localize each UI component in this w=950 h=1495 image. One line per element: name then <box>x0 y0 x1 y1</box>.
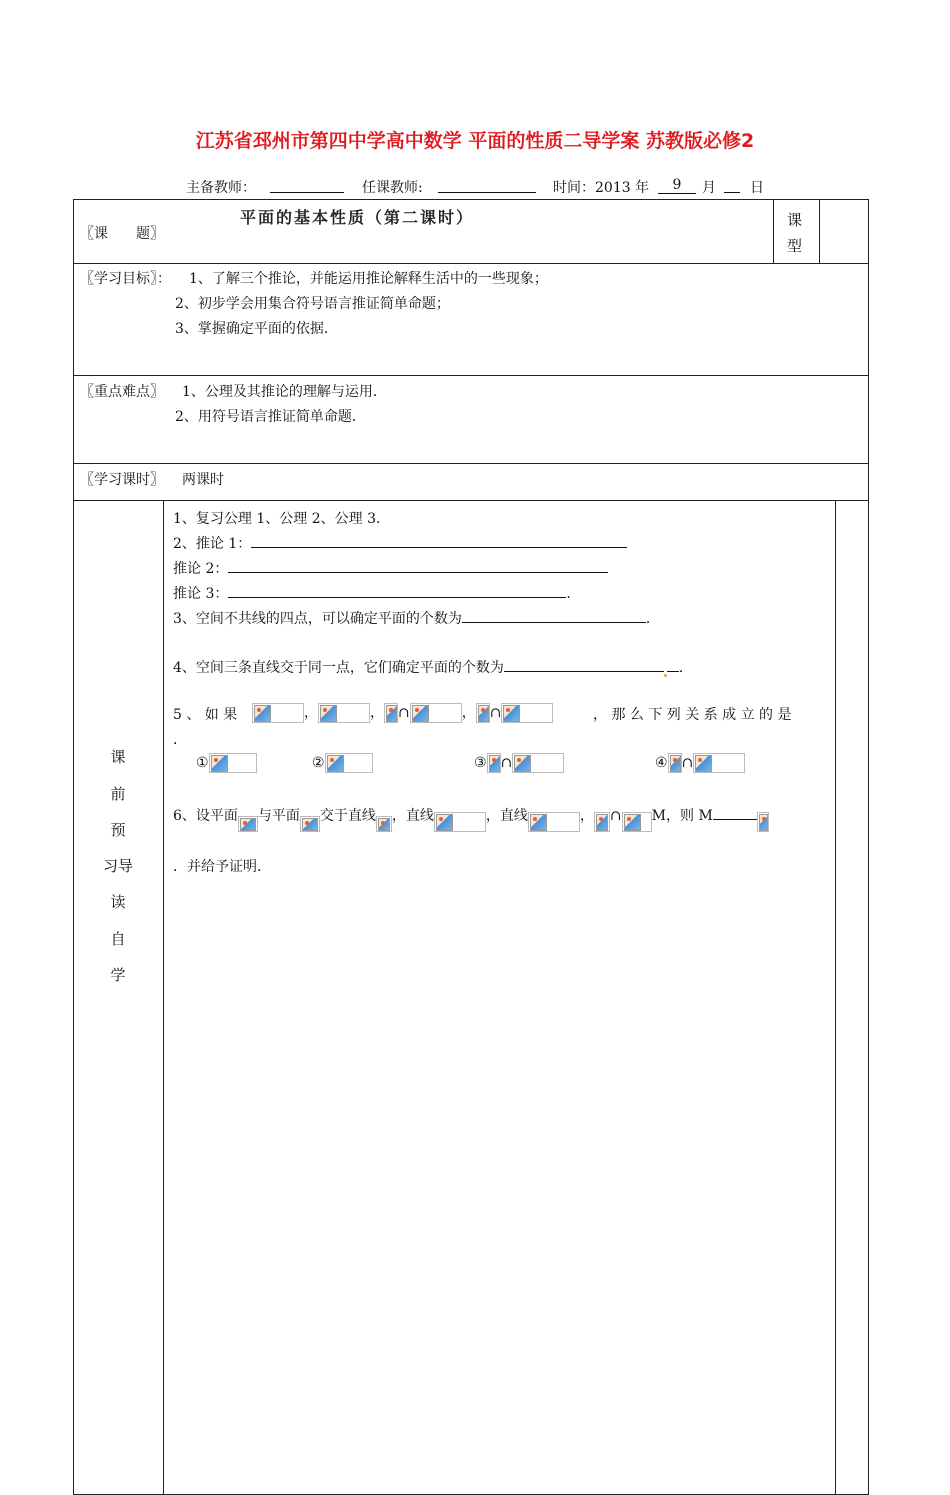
type-label-2: 型 <box>787 237 803 255</box>
question-4-blank[interactable] <box>504 657 664 672</box>
goal-item-1: 1、了解三个推论，并能运用推论解释生活中的一些现象； <box>189 271 548 287</box>
col-divider <box>819 199 820 263</box>
formula-image-icon <box>238 816 258 832</box>
question-6 <box>173 805 769 826</box>
lead-teacher-label: 主备教师： <box>186 180 256 196</box>
formula-image-icon <box>300 816 320 832</box>
corollary-3-label: 推论 3： <box>173 586 229 602</box>
document-title: 江苏省邳州市第四中学高中数学 平面的性质二导学案 苏教版必修2 <box>195 130 755 152</box>
key-point-1: 1、公理及其推论的理解与运用． <box>182 384 387 400</box>
question-5-dot: ． <box>173 732 187 748</box>
formula-image-icon <box>318 703 370 723</box>
formula-image-icon <box>325 753 373 773</box>
question-3-blank[interactable] <box>462 608 646 623</box>
question-2-corollary-3 <box>173 583 580 603</box>
type-label-1: 课 <box>787 211 803 229</box>
formula-image-icon <box>410 703 462 723</box>
comma: ， <box>304 705 318 721</box>
question-3-end: ． <box>645 611 660 627</box>
side-label-6: 自 <box>110 930 126 948</box>
formula-image-icon <box>501 703 553 723</box>
option-2-label[interactable]: ② <box>312 755 325 771</box>
corollary-3-end: ． <box>566 586 581 602</box>
q6-text-a: 6、设平面 <box>173 808 238 824</box>
formula-image-icon <box>252 703 304 723</box>
intersection-symbol: ∩ <box>489 705 502 721</box>
goal-item-2: 2、初步学会用集合符号语言推证简单命题； <box>175 296 450 312</box>
col-divider <box>835 500 836 1494</box>
time-label: 时间：2013 年 <box>553 180 650 196</box>
option-2 <box>312 753 373 773</box>
question-5-suffix: ， 那 么 下 列 关 系 成 立 的 是 <box>593 707 792 723</box>
hours-value: 两课时 <box>182 472 224 488</box>
option-3 <box>474 753 564 773</box>
day-label: 日 <box>750 180 764 196</box>
option-3-label[interactable]: ③ <box>474 755 487 771</box>
side-label-4: 习导 <box>102 857 133 875</box>
formula-image-icon <box>487 753 501 773</box>
corollary-2-label: 推论 2： <box>173 561 229 577</box>
question-2-corollary-1 <box>173 533 627 553</box>
q6-text-d: ，直线 <box>391 808 434 824</box>
intersection-symbol: ∩ <box>609 808 622 824</box>
col-divider <box>163 500 164 1494</box>
formula-image-icon <box>384 703 398 723</box>
topic-value: 平面的基本性质（第二课时） <box>240 208 475 227</box>
teacher-label: 任课教师: <box>362 180 423 196</box>
question-5-prefix: 5 、 如 果 <box>173 707 238 723</box>
topic-label: 〖课 题〗 <box>80 226 164 242</box>
side-label-1: 课 <box>110 748 126 766</box>
question-2-corollary-2 <box>173 558 608 578</box>
question-3 <box>173 608 660 628</box>
question-4 <box>173 657 693 677</box>
formula-image-icon <box>476 703 490 723</box>
question-4-text: 4、空间三条直线交于同一点，它们确定平面的个数为 <box>173 660 504 676</box>
question-6-blank[interactable] <box>713 805 757 820</box>
option-1-label[interactable]: ① <box>196 755 209 771</box>
key-points-label: 〖重点难点〗 <box>80 384 164 400</box>
q6-text-e: ，直线 <box>485 808 528 824</box>
month-value: 9 <box>658 177 696 194</box>
option-4-label[interactable]: ④ <box>655 755 668 771</box>
question-3-text: 3、空间不共线的四点，可以确定平面的个数为 <box>173 611 462 627</box>
intersection-symbol: ∩ <box>500 755 513 771</box>
option-4 <box>655 753 745 773</box>
teacher-blank[interactable] <box>438 177 536 193</box>
side-label-7: 学 <box>110 966 126 984</box>
formula-image-icon <box>693 753 745 773</box>
q6-text-f: ， <box>579 808 594 824</box>
option-1 <box>196 753 257 773</box>
hours-label: 〖学习课时〗 <box>80 472 164 488</box>
side-label-5: 读 <box>110 893 126 911</box>
mark-dot <box>664 674 667 677</box>
question-1: 1、复习公理 1、公理 2、公理 3． <box>173 511 390 527</box>
formula-image-icon <box>434 812 486 832</box>
question-4-blank-tail[interactable] <box>667 657 679 672</box>
question-4-end: ． <box>678 660 693 676</box>
row-divider <box>73 500 869 501</box>
corollary-2-blank[interactable] <box>228 558 608 573</box>
formula-image-icon <box>622 812 652 832</box>
corollary-1-blank[interactable] <box>251 533 627 548</box>
corollary-1-label: 2、推论 1： <box>173 536 252 552</box>
formula-image-icon <box>376 816 392 832</box>
day-blank[interactable] <box>724 177 740 193</box>
lead-teacher-blank[interactable] <box>270 177 344 193</box>
goal-item-3: 3、掌握确定平面的依据． <box>175 321 338 337</box>
row-divider <box>73 463 869 464</box>
question-6-end: ．并给予证明． <box>173 859 271 875</box>
q6-text-g: M，则 M <box>651 808 713 824</box>
q6-text-c: 交于直线 <box>319 808 376 824</box>
side-label-3: 预 <box>110 821 126 839</box>
side-label-2: 前 <box>110 785 126 803</box>
formula-image-icon <box>528 812 580 832</box>
corollary-3-blank[interactable] <box>228 583 566 598</box>
row-divider <box>73 263 869 264</box>
formula-image-icon <box>757 812 769 832</box>
month-label: 月 <box>702 180 716 196</box>
q6-text-b: 与平面 <box>257 808 300 824</box>
comma: ， <box>461 705 476 721</box>
row-divider <box>73 375 869 376</box>
intersection-symbol: ∩ <box>681 755 694 771</box>
formula-image-icon <box>594 812 610 832</box>
formula-image-icon <box>209 753 257 773</box>
col-divider <box>773 199 774 263</box>
key-point-2: 2、用符号语言推证简单命题． <box>175 409 366 425</box>
question-5-formula <box>252 702 553 723</box>
intersection-symbol: ∩ <box>398 705 410 721</box>
goals-label: 〖学习目标〗： <box>80 271 171 287</box>
formula-image-icon <box>512 753 564 773</box>
comma: ， <box>370 705 384 721</box>
formula-image-icon <box>668 753 682 773</box>
